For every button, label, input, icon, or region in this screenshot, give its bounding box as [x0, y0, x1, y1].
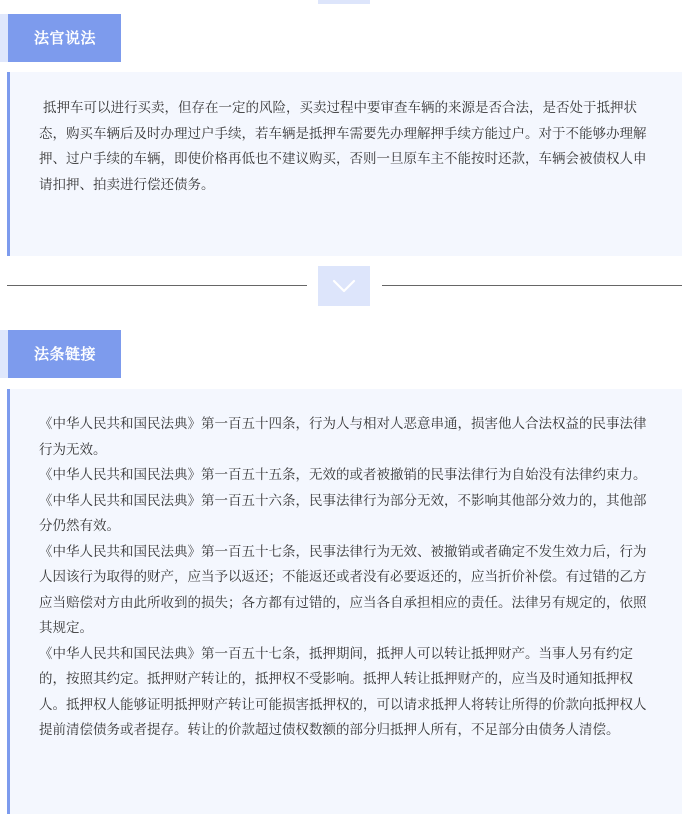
- divider-line-right: [382, 285, 682, 286]
- divider-chevron-box: [318, 266, 370, 306]
- judge-comment-box: [7, 72, 682, 256]
- judge-comment-paragraph: 抵押车可以进行买卖，但存在一定的风险，买卖过程中要审查车辆的来源是否合法，是否处于抵押状态，购买车辆后及时办理过户手续，若车辆是抵押车需要先办理解押手续方能过户。对于不能够办理解押、过户手续的车辆，即使价格再低也不建议购买，否则一旦原车主不能按时还款，车辆会被债权人申请扣押、拍卖进行偿还债务。: [39, 100, 647, 193]
- law-item-154: 《中华人民共和国民法典》第一百五十四条，行为人与相对人恶意串通，损害他人合法权益的民事法律行为无效。: [39, 416, 647, 458]
- law-item-157: 《中华人民共和国民法典》第一百五十七条，民事法律行为无效、被撤销或者确定不发生效力后，行为人因该行为取得的财产，应当予以返还；不能返还或者没有必要返还的，应当折价补偿。有过错的乙方应当赔偿对方由此所收到的损失；各方都有过错的，应当各自承担相应的责任。法律另有规定的，依照其规定。: [39, 543, 647, 636]
- section-divider: [0, 266, 695, 306]
- law-item-155: 《中华人民共和国民法典》第一百五十五条，无效的或者被撤销的民事法律行为自始没有法律约束力。: [39, 467, 647, 483]
- section-title-judge-comment: 法官说法: [0, 14, 121, 62]
- law-links-box: [7, 389, 682, 814]
- divider-line-left: [7, 285, 307, 286]
- top-decoration: [318, 0, 370, 4]
- section-title-law-links: 法条链接: [0, 330, 121, 378]
- law-item-156: 《中华人民共和国民法典》第一百五十六条，民事法律行为部分无效，不影响其他部分效力的，其他部分仍然有效。: [39, 492, 647, 534]
- chevron-down-icon: [332, 278, 356, 294]
- law-item-157-mortgage: 《中华人民共和国民法典》第一百五十七条，抵押期间，抵押人可以转让抵押财产。当事人另有约定的，按照其约定。抵押财产转让的，抵押权不受影响。抵押人转让抵押财产的，应当及时通知抵押权人。抵押权人能够证明抵押财产转让可能损害抵押权的，可以请求抵押人将转让所得的价款向抵押权人提前清偿债务或者提存。转让的价款超过债权数额的部分归抵押人所有，不足部分由债务人清偿。: [39, 645, 647, 738]
